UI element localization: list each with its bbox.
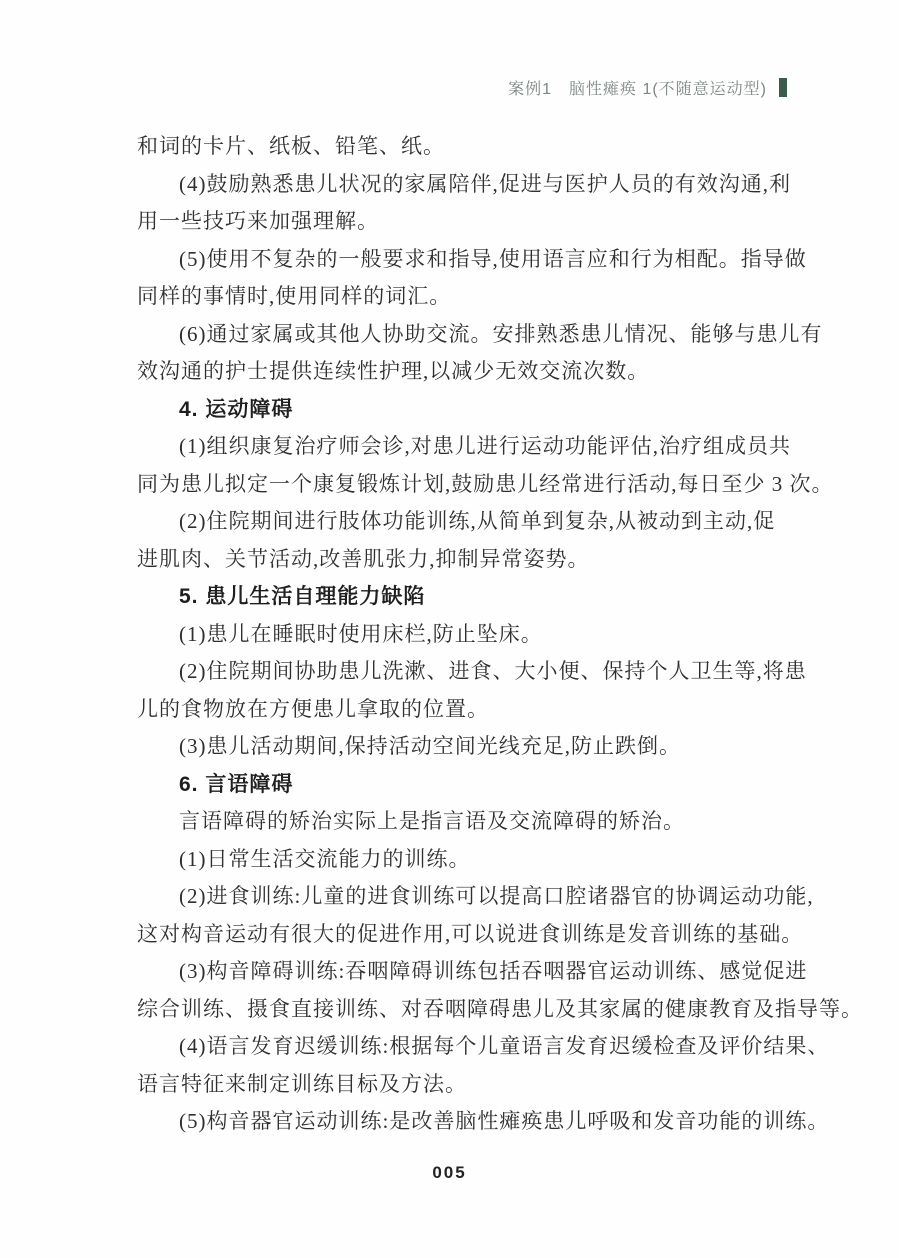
running-title: 案例1 脑性瘫痪 1(不随意运动型) bbox=[508, 81, 767, 98]
text-line: 效沟通的护士提供连续性护理,以减少无效交流次数。 bbox=[137, 359, 650, 383]
text-line: 进肌肉、关节活动,改善肌张力,抑制异常姿势。 bbox=[137, 546, 590, 571]
text-line: (4)鼓励熟悉患儿状况的家属陪伴,促进与医护人员的有效沟通,利 bbox=[179, 171, 791, 196]
text-line: 言语障碍的矫治实际上是指言语及交流障碍的矫治。 bbox=[179, 809, 685, 833]
text-line: 同样的事情时,使用同样的词汇。 bbox=[137, 284, 452, 308]
text-line: (6)通过家属或其他人协助交流。安排熟悉患儿情况、能够与患儿有 bbox=[179, 321, 823, 346]
text-line: (5)构音器官运动训练:是改善脑性瘫痪患儿呼吸和发音功能的训练。 bbox=[179, 1109, 830, 1133]
text-line: (1)患儿在睡眠时使用床栏,防止坠床。 bbox=[179, 621, 543, 646]
section-heading: 4. 运动障碍 bbox=[179, 397, 294, 421]
text-line: 用一些技巧来加强理解。 bbox=[137, 209, 379, 233]
page-body bbox=[137, 128, 863, 1141]
text-line: (2)住院期间协助患儿洗漱、进食、大小便、保持个人卫生等,将患 bbox=[179, 659, 807, 683]
header-accent-bar bbox=[779, 78, 787, 97]
text-line: (1)日常生活交流能力的训练。 bbox=[179, 846, 471, 871]
section-heading: 5. 患儿生活自理能力缺陷 bbox=[179, 585, 426, 608]
text-line: (1)组织康复治疗师会诊,对患儿进行运动功能评估,治疗组成员共 bbox=[179, 434, 791, 458]
text-line: (2)进食训练:儿童的进食训练可以提高口腔诸器官的协调运动功能, bbox=[179, 884, 814, 908]
text-line: (5)使用不复杂的一般要求和指导,使用语言应和行为相配。指导做 bbox=[179, 246, 807, 271]
text-line: 这对构音运动有很大的促进作用,可以说进食训练是发音训练的基础。 bbox=[137, 921, 804, 946]
text-line: (3)患儿活动期间,保持活动空间光线充足,防止跌倒。 bbox=[179, 734, 681, 758]
text-line: 和词的卡片、纸板、铅笔、纸。 bbox=[137, 134, 445, 158]
page-number: 005 bbox=[432, 1163, 467, 1182]
page-header bbox=[508, 76, 787, 99]
text-line: (4)语言发育迟缓训练:根据每个儿童语言发育迟缓检查及评价结果、 bbox=[179, 1034, 830, 1058]
text-line: (3)构音障碍训练:吞咽障碍训练包括吞咽器官运动训练、感觉促进 bbox=[179, 959, 808, 983]
text-line: 同为患儿拟定一个康复锻炼计划,鼓励患儿经常进行活动,每日至少 3 次。 bbox=[137, 471, 834, 496]
text-line: (2)住院期间进行肢体功能训练,从简单到复杂,从被动到主动,促 bbox=[179, 509, 776, 533]
page-footer bbox=[0, 1163, 899, 1183]
text-line: 综合训练、摄食直接训练、对吞咽障碍患儿及其家属的健康教育及指导等。 bbox=[137, 996, 863, 1021]
text-line: 语言特征来制定训练目标及方法。 bbox=[137, 1071, 467, 1096]
section-heading: 6. 言语障碍 bbox=[179, 772, 294, 796]
text-line: 儿的食物放在方便患儿拿取的位置。 bbox=[137, 696, 489, 721]
